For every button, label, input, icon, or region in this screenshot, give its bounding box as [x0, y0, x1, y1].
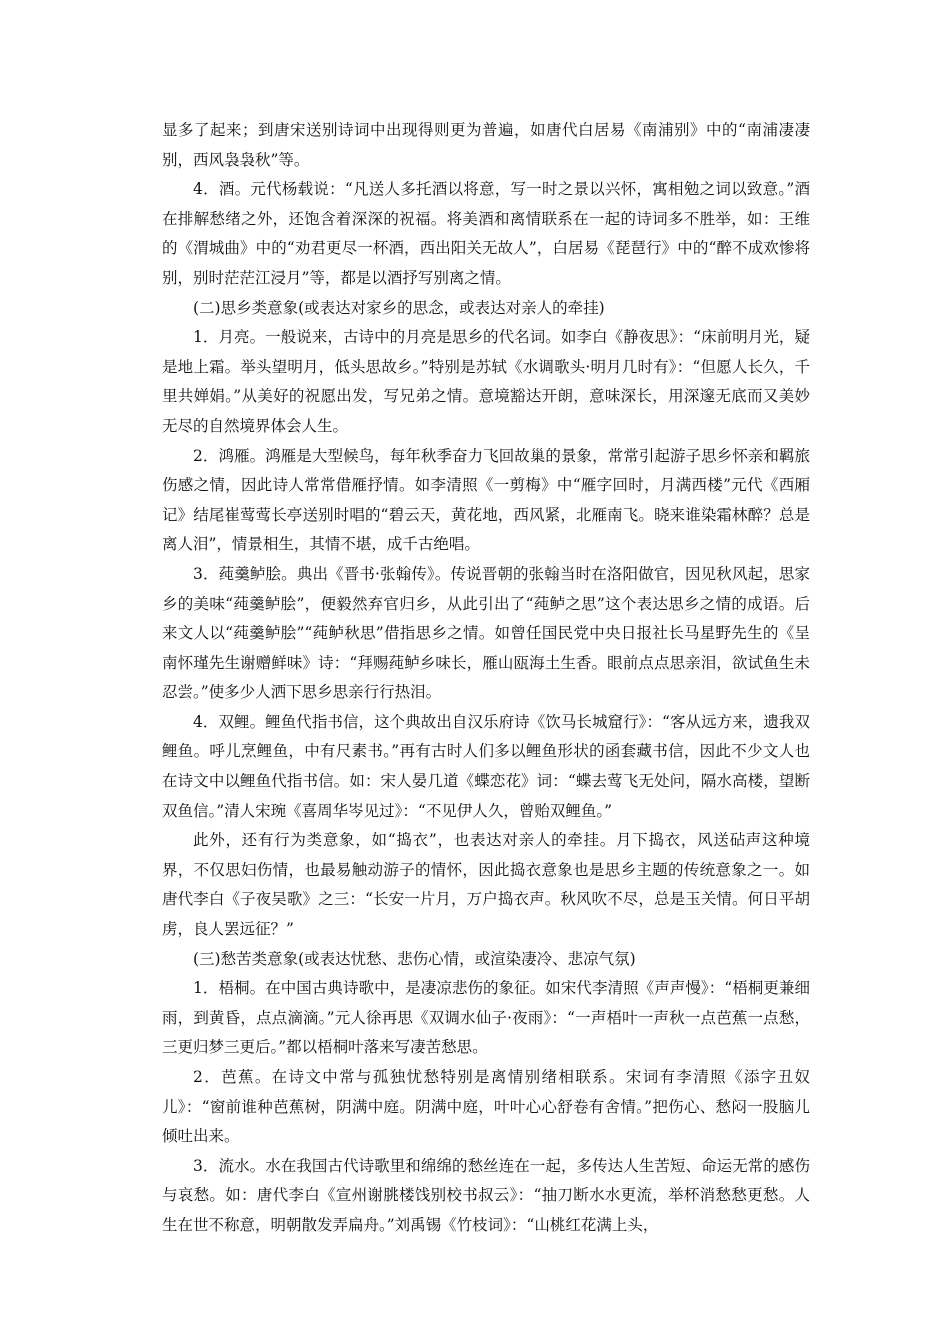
paragraph-continuation: 显多了起来；到唐宋送别诗词中出现得则更为普遍，如唐代白居易《南浦别》中的“南浦凄凄别，西风袅袅秋”等。 [162, 121, 810, 169]
paragraph-wild-goose: 2．鸿雁。鸿雁是大型候鸟，每年秋季奋力飞回故巢的景象，常常引起游子思乡怀亲和羁旅伤感之情，因此诗人常常借雁抒情。如李清照《一剪梅》中“雁字回时，月满西楼”元代《西厢记》结尾崔莺莺长亭送别时唱的“碧云天，黄花地，西风紧，北雁南飞。晓来谁染霜林醉？总是离人泪”，情景相生，其情不堪，成千古绝唱。 [162, 446, 810, 554]
paragraph-chun-lu: 3．莼羹鲈脍。典出《晋书·张翰传》。传说晋朝的张翰当时在洛阳做官，因见秋风起，思家乡的美味“莼羹鲈脍”，便毅然弃官归乡，从此引出了“莼鲈之思”这个表达思乡之情的成语。后来文人以“莼羹鲈脍”“莼鲈秋思”借指思乡之情。如曾任国民党中央日报社长马星野先生的《呈南怀瑾先生谢赠鲜味》诗：“拜赐莼鲈乡味长，雁山瓯海土生香。眼前点点思亲泪，欲试鱼生未忍尝。”使多少人洒下思乡思亲行行热泪。 [162, 564, 810, 702]
paragraph-double-carp: 4．双鲤。鲤鱼代指书信，这个典故出自汉乐府诗《饮马长城窟行》：“客从远方来，遗我双鲤鱼。呼儿烹鲤鱼，中有尺素书。”再有古时人们多以鲤鱼形状的函套藏书信，因此不少文人也在诗文中以鲤鱼代指书信。如：宋人晏几道《蝶恋花》词：“蝶去莺飞无处问，隔水高楼，望断双鱼信。”清人宋琬《喜周华岑见过》：“不见伊人久，曾贻双鲤鱼。” [162, 712, 810, 820]
paragraph-moon: 1．月亮。一般说来，古诗中的月亮是思乡的代名词。如李白《静夜思》：“床前明月光，疑是地上霜。举头望明月，低头思故乡。”特别是苏轼《水调歌头·明月几时有》：“但愿人长久，千里共婵娟。”从美好的祝愿出发，写兄弟之情。意境豁达开朗，意味深长，用深邃无底而又美妙无尽的自然境界体会人生。 [162, 328, 810, 435]
paragraph-wine: 4．酒。元代杨载说：“凡送人多托酒以将意，写一时之景以兴怀，寓相勉之词以致意。”酒在排解愁绪之外，还饱含着深深的祝福。将美酒和离情联系在一起的诗词多不胜举，如：王维的《渭城曲》中的“劝君更尽一杯酒，西出阳关无故人”，白居易《琵琶行》中的“醉不成欢惨将别，别时茫茫江浸月”等，都是以酒抒写别离之情。 [162, 180, 810, 287]
section-heading-homesick: (二)思乡类意象(或表达对家乡的思念，或表达对亲人的牵挂) [193, 298, 605, 317]
document-page [162, 116, 810, 1241]
paragraph-flowing-water: 3．流水。水在我国古代诗歌里和绵绵的愁丝连在一起，多传达人生苦短、命运无常的感伤与哀愁。如：唐代李白《宣州谢朓楼饯别校书叔云》：“抽刀断水水更流，举杯消愁愁更愁。人生在世不称意，明朝散发弄扁舟。”刘禹锡《竹枝词》：“山桃红花满上头， [162, 1156, 810, 1234]
section-heading-sorrow: (三)愁苦类意象(或表达忧愁、悲伤心情，或渲染凄冷、悲凉气氛) [193, 949, 636, 968]
paragraph-pounding-clothes: 此外，还有行为类意象，如“捣衣”，也表达对亲人的牵挂。月下捣衣，风送砧声这种境界，不仅思妇伤情，也最易触动游子的情怀，因此捣衣意象也是思乡主题的传统意象之一。如唐代李白《子夜吴歌》之三：“长安一片月，万户捣衣声。秋风吹不尽，总是玉关情。何日平胡虏，良人罢远征？” [162, 831, 810, 939]
paragraph-banana: 2．芭蕉。在诗文中常与孤独忧愁特别是离情别绪相联系。宋词有李清照《添字丑奴儿》：“窗前谁种芭蕉树，阴满中庭。阴满中庭，叶叶心心舒卷有舍情。”把伤心、愁闷一股脑儿倾吐出来。 [162, 1068, 810, 1146]
paragraph-parasol-tree: 1．梧桐。在中国古典诗歌中，是凄凉悲伤的象征。如宋代李清照《声声慢》：“梧桐更兼细雨，到黄昏，点点滴滴。”元人徐再思《双调水仙子·夜雨》：“一声梧叶一声秋一点芭蕉一点愁，三更归梦三更后。”都以梧桐叶落来写凄苦愁思。 [162, 979, 810, 1057]
